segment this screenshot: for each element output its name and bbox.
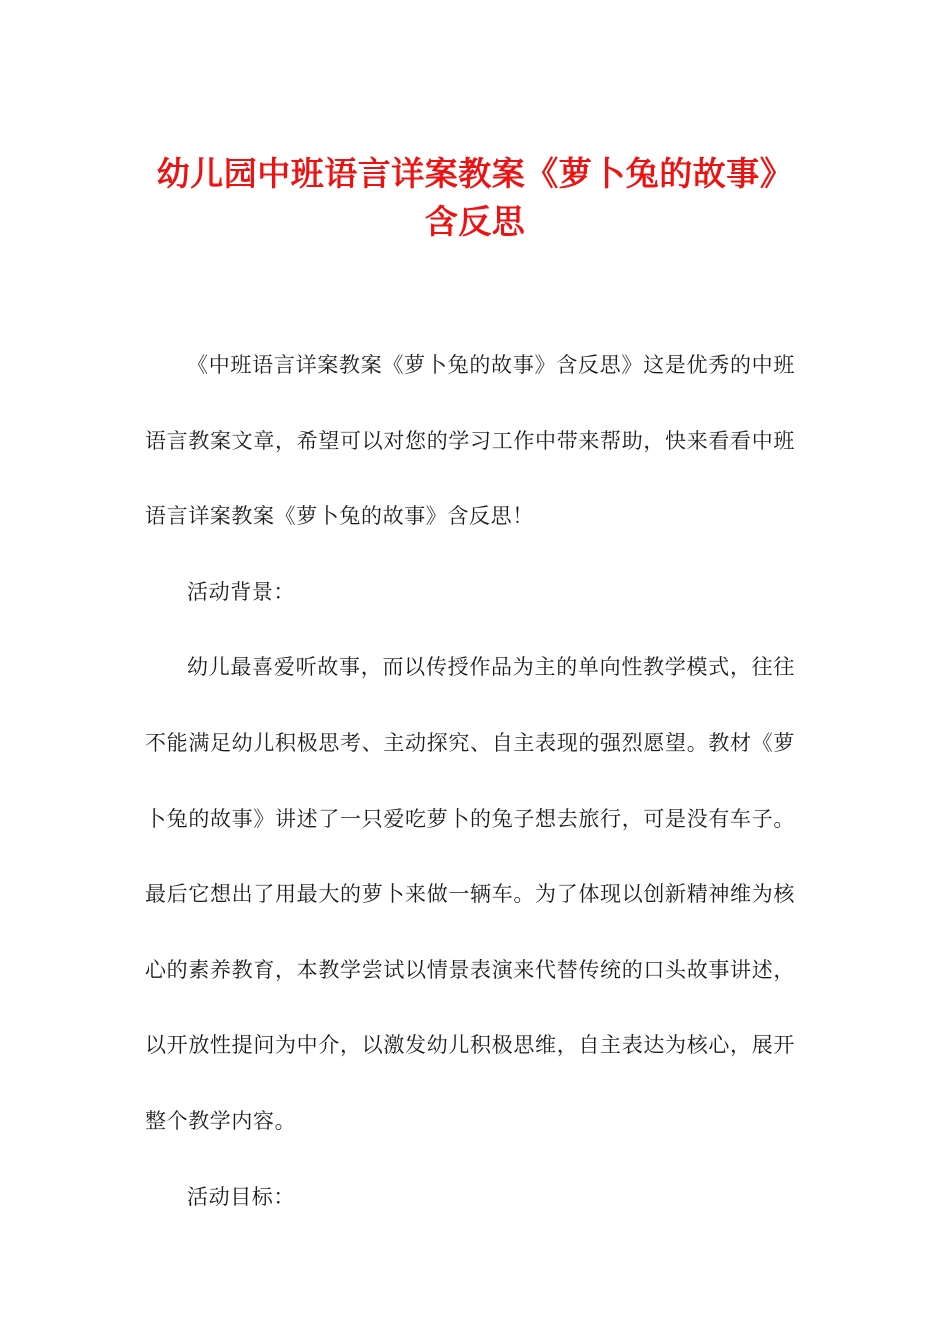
- background-paragraph: 幼儿最喜爱听故事，而以传授作品为主的单向性教学模式，往往不能满足幼儿积极思考、主动探究、自主表现的强烈愿望。教材《萝卜兔的故事》讲述了一只爱吃萝卜的兔子想去旅行，可是没有车子。最后它想出了用最大的萝卜来做一辆车。为了体现以创新精神维为核心的素养教育，本教学尝试以情景表演来代替传统的口头故事讲述，以开放性提问为中介，以激发幼儿积极思维，自主表达为核心，展开整个教学内容。: [145, 655, 795, 1133]
- document-body: [145, 328, 795, 1235]
- document-title-line-1: 幼儿园中班语言详案教案《萝卜兔的故事》: [156, 154, 794, 193]
- section-heading-goals: 活动目标：: [187, 1184, 295, 1209]
- section-heading-background: 活动背景：: [187, 579, 295, 604]
- intro-paragraph: 《中班语言详案教案《萝卜兔的故事》含反思》这是优秀的中班语言教案文章，希望可以对您的学习工作中带来帮助，快来看看中班语言详案教案《萝卜兔的故事》含反思！: [145, 353, 795, 529]
- document-title-line-2: 含反思: [424, 202, 526, 241]
